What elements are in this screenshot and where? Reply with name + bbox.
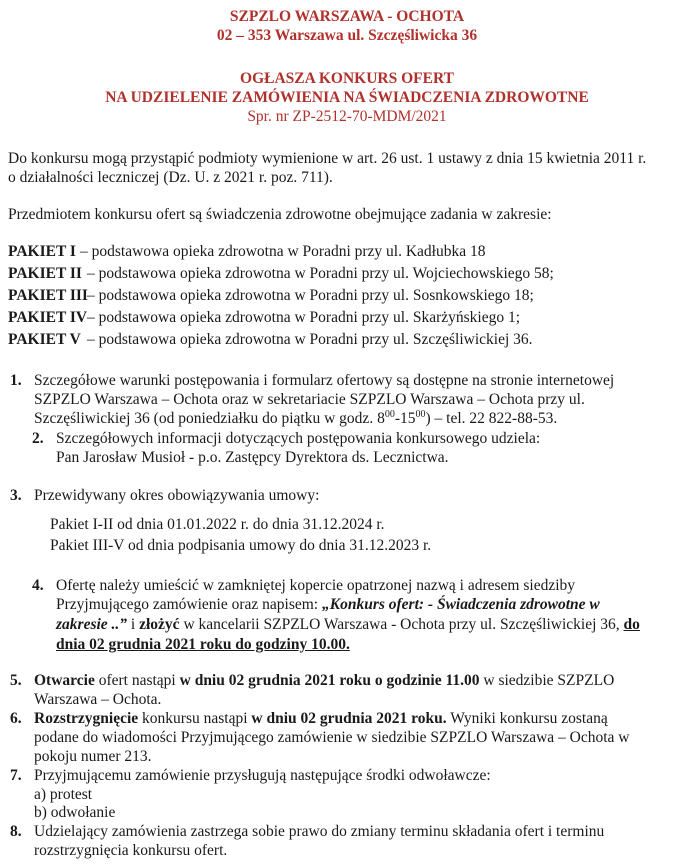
item-4-envelope-label: „Konkurs ofert: - Świadczenia zdrowotne w <box>321 596 600 613</box>
package-4-name: PAKIET IV <box>8 309 88 326</box>
item-5-number: 5. <box>10 672 22 689</box>
package-4-text: – podstawowa opieka zdrowotna w Poradni przy ul. Skarżyńskiego 1; <box>87 309 521 326</box>
item-6-text: konkursu nastąpi <box>138 710 252 727</box>
item-1-hours-prefix: Szczęśliwickiej 36 (od poniedziałku do piątku w godz. 8 <box>34 410 385 427</box>
item-4-envelope-label-end: zakresie ..” <box>56 616 128 633</box>
intro-line-2: o działalności leczniczej (Dz. U. z 2021 r. poz. 711). <box>8 169 333 186</box>
package-5-name: PAKIET V <box>8 331 81 348</box>
announcement-title: OGŁASZA KONKURS OFERT <box>240 70 454 87</box>
item-1-line-2: SZPZLO Warszawa – Ochota oraz w sekretariacie SZPZLO Warszawa – Ochota przy ul. <box>34 391 585 408</box>
item-3-pakiet-i-ii: Pakiet I-II od dnia 01.01.2022 r. do dnia 31.12.2024 r. <box>50 516 385 533</box>
subject-line: Przedmiotem konkursu ofert są świadczenia zdrowotne obejmujące zadania w zakresie: <box>8 206 552 223</box>
item-5-text: ofert nastąpi <box>94 672 180 689</box>
package-5-text: – podstawowa opieka zdrowotna w Poradni przy ul. Szczęśliwickiej 36. <box>87 331 533 348</box>
item-1-line-3 <box>34 410 557 428</box>
item-1-line-1: Szczegółowe warunki postępowania i formularz ofertowy są dostępne na stronie internetowej <box>34 372 615 389</box>
item-6-line-1 <box>34 710 608 728</box>
intro-line-1: Do konkursu mogą przystąpić podmioty wymienione w art. 26 ust. 1 ustawy z dnia 15 kwietnia 2011 r. <box>8 150 647 167</box>
item-7-line-1: Przyjmującemu zamówienie przysługują następujące środki odwoławcze: <box>34 767 491 784</box>
item-5-line-1 <box>34 672 614 690</box>
item-3-number: 3. <box>10 487 22 504</box>
package-2-text: – podstawowa opieka zdrowotna w Poradni przy ul. Wojciechowskiego 58; <box>87 265 554 282</box>
item-3-line-1: Przewidywany okres obowiązywania umowy: <box>34 487 320 504</box>
item-7-number: 7. <box>10 767 22 784</box>
item-5-place: w siedzibie SZPZLO <box>479 672 615 689</box>
item-6-results: Wyniki konkursu zostaną <box>446 710 608 727</box>
item-4-line-2 <box>56 596 600 614</box>
package-3-text: – podstawowa opieka zdrowotna w Poradni przy ul. Sosnkowskiego 18; <box>87 287 534 304</box>
item-4-deadline-start: do <box>623 616 640 633</box>
item-4-line-1: Ofertę należy umieścić w zamkniętej kopercie opatrzonej nazwą i adresem siedziby <box>56 577 576 594</box>
item-2-line-1: Szczegółowych informacji dotyczących postępowania konkursowego udziela: <box>56 430 541 447</box>
item-8-line-1: Udzielający zamówienia zastrzega sobie prawo do zmiany terminu składania ofert i terminu <box>34 823 605 840</box>
item-7-option-b: b) odwołanie <box>34 804 116 821</box>
item-1-hours-end-sup: 00 <box>415 408 426 420</box>
item-6-line-2: podane do wiadomości Przyjmującego zamówienie w siedzibie SZPZLO Warszawa – Ochota w <box>34 729 630 746</box>
org-address: 02 – 353 Warszawa ul. Szczęśliwicka 36 <box>216 27 478 44</box>
item-4-deadline: dnia 02 grudnia 2021 roku do godziny 10.00. <box>56 636 350 653</box>
item-2-line-2: Pan Jarosław Musioł - p.o. Zastępcy Dyrektora ds. Lecznictwa. <box>56 449 449 466</box>
item-1-number: 1. <box>10 372 22 389</box>
package-1-text: – podstawowa opieka zdrowotna w Poradni przy ul. Kadłubka 18 <box>80 243 486 260</box>
package-1 <box>8 243 486 261</box>
item-1-phone: ) – tel. 22 822-88-53. <box>425 410 558 427</box>
item-6-resolution: Rozstrzygnięcie <box>34 710 139 727</box>
item-5-date: w dniu 02 grudnia 2021 roku o godzinie 11.00 <box>179 672 480 689</box>
announcement-subtitle: NA UDZIELENIE ZAMÓWIENIA NA ŚWIADCZENIA ZDROWOTNE <box>105 89 589 106</box>
item-5-line-2: Warszawa – Ochota. <box>34 691 162 708</box>
package-3 <box>8 287 534 305</box>
item-2-number: 2. <box>32 430 44 447</box>
org-name: SZPZLO WARSZAWA - OCHOTA <box>229 8 465 25</box>
item-3-pakiet-iii-v: Pakiet III-V od dnia podpisania umowy do dnia 31.12.2023 r. <box>50 537 432 554</box>
item-7-option-a: a) protest <box>34 786 93 803</box>
item-8-number: 8. <box>10 823 22 840</box>
package-4 <box>8 309 520 327</box>
item-6-line-3: pokoju numer 213. <box>34 748 152 765</box>
case-reference: Spr. nr ZP-2512-70-MDM/2021 <box>247 108 447 125</box>
item-4-office: w kancelarii SZPZLO Warszawa - Ochota przy ul. Szczęśliwickiej 36, <box>179 616 624 633</box>
item-4-text: Przyjmującego zamówienie oraz napisem: <box>56 596 322 613</box>
item-4-number: 4. <box>32 577 44 594</box>
item-4-conj: i <box>127 616 140 633</box>
item-4-submit-verb: złożyć <box>139 616 180 633</box>
item-5-opening: Otwarcie <box>34 672 95 689</box>
item-6-date: w dniu 02 grudnia 2021 roku. <box>251 710 447 727</box>
item-4-line-3 <box>56 616 640 634</box>
item-1-hours-start-sup: 00 <box>384 408 395 420</box>
package-2 <box>8 265 554 283</box>
item-6-number: 6. <box>10 710 22 727</box>
package-1-name: PAKIET I <box>8 243 76 260</box>
package-5 <box>8 331 533 349</box>
package-3-name: PAKIET III <box>8 287 88 304</box>
package-2-name: PAKIET II <box>8 265 82 282</box>
item-1-hours-end: -15 <box>394 410 416 427</box>
item-8-line-2: rozstrzygnięcia konkursu ofert. <box>34 842 228 859</box>
